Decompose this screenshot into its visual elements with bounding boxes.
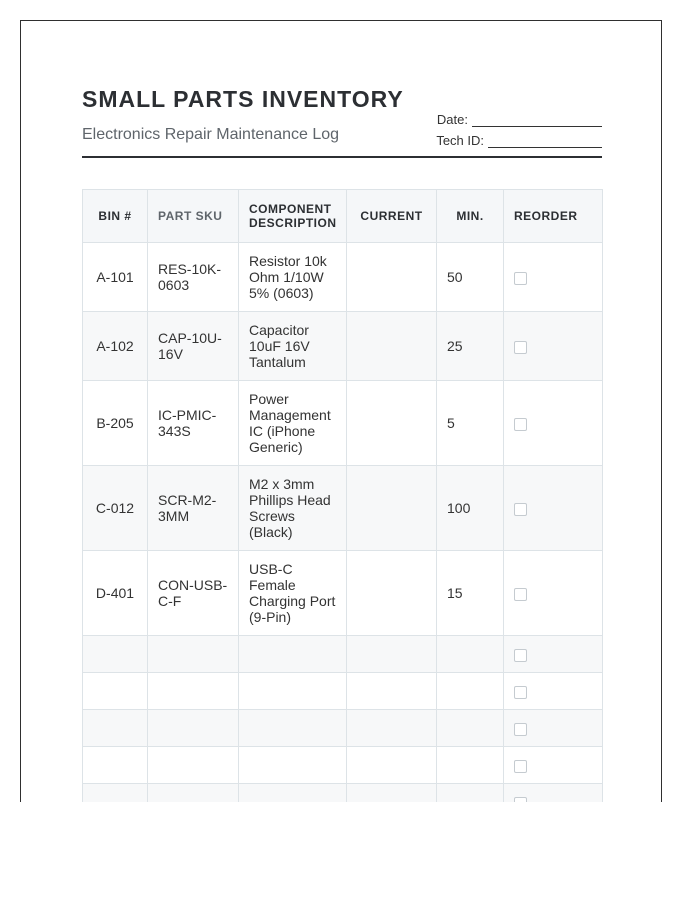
blank-cell[interactable] [347, 747, 437, 784]
cell-sku: RES-10K-0603 [148, 243, 239, 312]
tech-id-blank-line[interactable] [488, 134, 602, 148]
cell-current[interactable] [347, 312, 437, 381]
blank-row [83, 636, 603, 673]
reorder-checkbox[interactable] [514, 341, 527, 354]
reorder-checkbox[interactable] [514, 418, 527, 431]
col-header-reorder: REORDER [504, 190, 603, 243]
col-header-description [239, 190, 347, 243]
header-divider [82, 156, 602, 158]
cell-description: Capacitor 10uF 16V Tantalum [239, 312, 347, 381]
reorder-checkbox[interactable] [514, 797, 527, 802]
blank-cell[interactable] [83, 710, 148, 747]
cell-reorder [504, 636, 603, 673]
blank-cell[interactable] [437, 710, 504, 747]
blank-cell[interactable] [148, 747, 239, 784]
cell-sku: CAP-10U-16V [148, 312, 239, 381]
cell-sku: CON-USB-C-F [148, 551, 239, 636]
cell-reorder [504, 243, 603, 312]
cell-description: Resistor 10k Ohm 1/10W 5% (0603) [239, 243, 347, 312]
reorder-checkbox[interactable] [514, 272, 527, 285]
document-header [82, 86, 602, 158]
blank-cell[interactable] [239, 747, 347, 784]
blank-cell[interactable] [239, 784, 347, 803]
blank-cell[interactable] [239, 673, 347, 710]
cell-current[interactable] [347, 243, 437, 312]
blank-cell[interactable] [347, 710, 437, 747]
cell-bin: C-012 [83, 466, 148, 551]
reorder-checkbox[interactable] [514, 760, 527, 773]
cell-bin: A-101 [83, 243, 148, 312]
table-header-row [83, 190, 603, 243]
reorder-checkbox[interactable] [514, 588, 527, 601]
blank-cell[interactable] [148, 673, 239, 710]
cell-reorder [504, 673, 603, 710]
reorder-checkbox[interactable] [514, 503, 527, 516]
date-blank-line[interactable] [472, 113, 602, 127]
cell-reorder [504, 551, 603, 636]
reorder-checkbox[interactable] [514, 686, 527, 699]
cell-min: 100 [437, 466, 504, 551]
cell-current[interactable] [347, 381, 437, 466]
blank-cell[interactable] [83, 673, 148, 710]
blank-cell[interactable] [148, 636, 239, 673]
blank-cell[interactable] [437, 747, 504, 784]
date-field[interactable] [432, 106, 602, 127]
cell-description: M2 x 3mm Phillips Head Screws (Black) [239, 466, 347, 551]
cell-current[interactable] [347, 551, 437, 636]
col-header-bin: BIN # [83, 190, 148, 243]
cell-min: 15 [437, 551, 504, 636]
blank-cell[interactable] [148, 784, 239, 803]
inventory-table [82, 189, 603, 802]
blank-cell[interactable] [347, 636, 437, 673]
page-subtitle: Electronics Repair Maintenance Log [82, 126, 340, 143]
blank-row [83, 673, 603, 710]
reorder-checkbox[interactable] [514, 723, 527, 736]
blank-row [83, 747, 603, 784]
blank-cell[interactable] [83, 747, 148, 784]
date-label: Date: [436, 112, 468, 127]
cell-description: USB-C Female Charging Port (9-Pin) [239, 551, 347, 636]
col-header-min: MIN. [437, 190, 504, 243]
col-header-current: CURRENT [347, 190, 437, 243]
col-header-description-line1: COMPONENT [249, 202, 332, 216]
blank-cell[interactable] [83, 636, 148, 673]
blank-row [83, 710, 603, 747]
cell-reorder [504, 466, 603, 551]
blank-row [83, 784, 603, 803]
cell-bin: D-401 [83, 551, 148, 636]
cell-reorder [504, 710, 603, 747]
col-header-description-line2: DESCRIPTION [249, 216, 337, 230]
cell-min: 5 [437, 381, 504, 466]
blank-cell[interactable] [347, 784, 437, 803]
blank-cell[interactable] [239, 710, 347, 747]
cell-bin: B-205 [83, 381, 148, 466]
blank-cell[interactable] [347, 673, 437, 710]
cell-reorder [504, 747, 603, 784]
cell-sku: SCR-M2-3MM [148, 466, 239, 551]
tech-id-label: Tech ID: [436, 133, 484, 148]
cell-current[interactable] [347, 466, 437, 551]
table-row [83, 466, 603, 551]
cell-description: Power Management IC (iPhone Generic) [239, 381, 347, 466]
page-title: SMALL PARTS INVENTORY [82, 86, 404, 112]
cell-reorder [504, 381, 603, 466]
table-row [83, 381, 603, 466]
cell-min: 50 [437, 243, 504, 312]
cell-sku: IC-PMIC-343S [148, 381, 239, 466]
inventory-sheet [20, 20, 662, 802]
reorder-checkbox[interactable] [514, 649, 527, 662]
blank-cell[interactable] [83, 784, 148, 803]
table-row [83, 312, 603, 381]
table-row [83, 551, 603, 636]
table-row [83, 243, 603, 312]
col-header-sku: PART SKU [148, 190, 239, 243]
tech-id-field[interactable] [432, 127, 602, 148]
blank-cell[interactable] [148, 710, 239, 747]
blank-cell[interactable] [437, 673, 504, 710]
meta-fields [432, 106, 602, 148]
cell-reorder [504, 784, 603, 803]
cell-min: 25 [437, 312, 504, 381]
blank-cell[interactable] [239, 636, 347, 673]
cell-bin: A-102 [83, 312, 148, 381]
blank-cell[interactable] [437, 636, 504, 673]
cell-reorder [504, 312, 603, 381]
blank-cell[interactable] [437, 784, 504, 803]
